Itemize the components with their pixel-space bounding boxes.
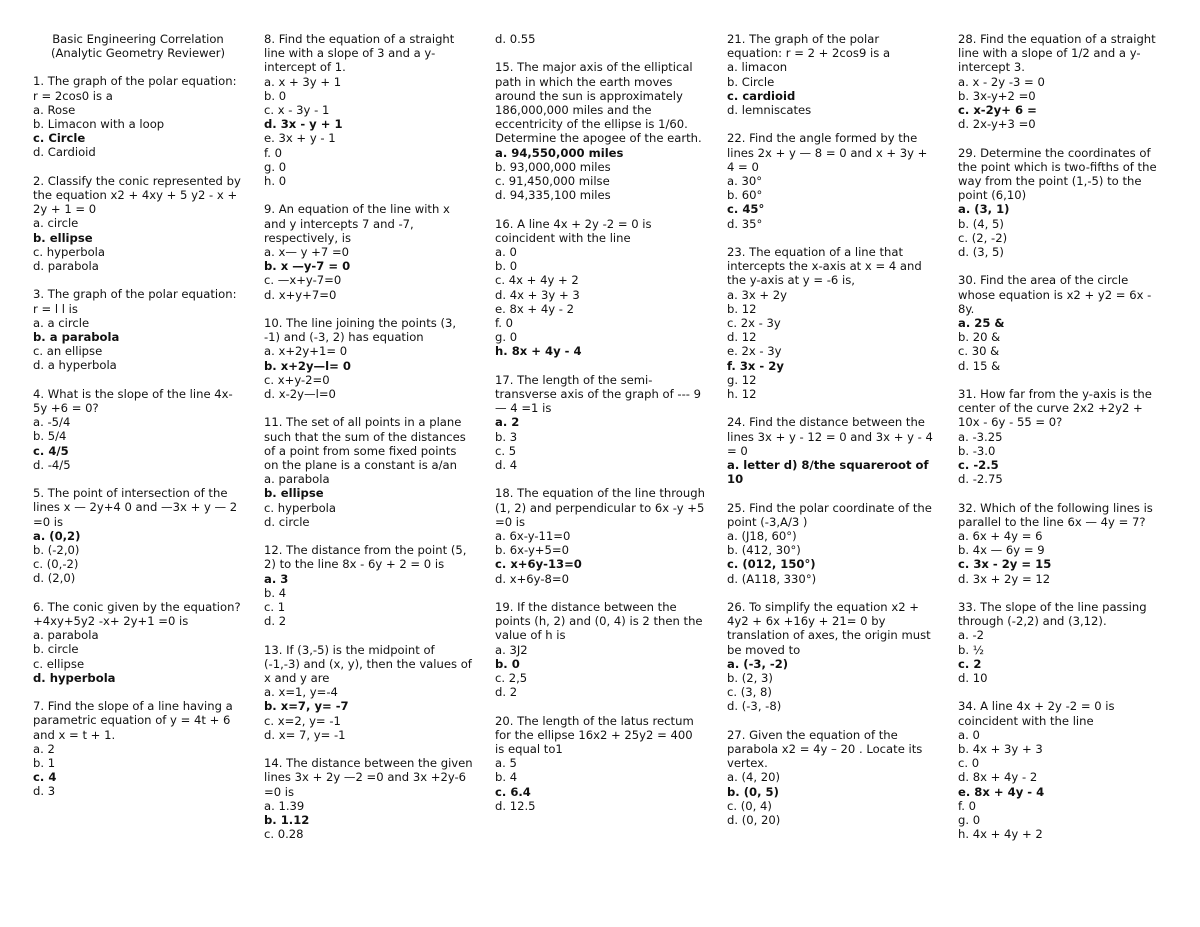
answer-option: b. 4x — 6y = 9: [958, 543, 1045, 558]
answer-option: f. 0: [495, 316, 513, 331]
answer-option: c. (2, -2): [958, 230, 1008, 245]
answer-option: c. 4x + 4y + 2: [495, 273, 579, 288]
answer-option-correct: b. x+2y—l= 0: [264, 358, 351, 373]
answer-option: a. -2: [958, 628, 985, 643]
answer-option-correct: b. 1.12: [264, 813, 310, 828]
answer-option: d. lemniscates: [727, 103, 812, 118]
answer-option: a. 3J2: [495, 642, 528, 657]
answer-option: a. circle: [33, 216, 79, 231]
answer-option: d. (-3, -8): [727, 699, 782, 714]
question-stem: 8. Find the equation of a straight line with a slope of 3 and a y-intercept of 1.: [264, 32, 455, 75]
answer-option-correct: d. hyperbola: [33, 670, 116, 685]
answer-option: b. 4: [264, 585, 287, 600]
answer-option-correct: a. 25 &: [958, 316, 1005, 331]
question-stem: 29. Determine the coordinates of the point which is two-fifths of the way from the point (1,-5) to the point (6,10): [958, 145, 1157, 203]
answer-option: d. 10: [958, 671, 988, 686]
answer-option: b. 4: [495, 770, 518, 785]
question-block: [33, 486, 243, 585]
question-block: [727, 728, 937, 827]
answer-option: d. parabola: [33, 259, 99, 274]
answer-option: c. (0,-2): [33, 557, 79, 572]
answer-option-correct: d. 3x - y + 1: [264, 117, 343, 132]
question-stem: 34. A line 4x + 2y -2 = 0 is coincident with the line: [958, 699, 1115, 728]
question-stem: 17. The length of the semi-transverse axis of the graph of --- 9 — 4 =1 is: [495, 372, 702, 416]
answer-option: d. x= 7, y= -1: [264, 727, 346, 742]
answer-option: d. 12.5: [495, 798, 536, 813]
question-stem: 18. The equation of the line through (1, 2) and perpendicular to 6x -y +5 =0 is: [495, 486, 705, 529]
answer-option: c. 0: [958, 756, 980, 771]
answer-option: d. 0.55: [495, 32, 536, 46]
answer-option: a. (J18, 60°): [727, 529, 797, 544]
question-stem: 14. The distance between the given lines 3x + 2y —2 =0 and 3x +2y-6 =0 is: [264, 756, 473, 799]
answer-option: d. a hyperbola: [33, 358, 117, 373]
answer-option: c. 0.28: [264, 827, 304, 842]
answer-option: c. 5: [495, 443, 517, 458]
question-stem: 26. To simplify the equation x2 + 4y2 + 6x +16y + 21= 0 by translation of axes, the origin must be moved to: [727, 600, 931, 657]
answer-option: a. Rose: [33, 102, 76, 117]
answer-option: d. 4: [495, 458, 518, 473]
answer-option: a. 0: [958, 727, 980, 742]
answer-option: b. Limacon with a loop: [33, 117, 165, 132]
answer-option: b. 4x + 3y + 3: [958, 742, 1043, 757]
answer-option: d. 12: [727, 330, 757, 345]
answer-option: d. 3x + 2y = 12: [958, 571, 1051, 586]
question-block: [727, 32, 937, 117]
answer-option: c. x=2, y= -1: [264, 713, 341, 728]
answer-option: c. hyperbola: [264, 500, 336, 515]
question-stem: 25. Find the polar coordinate of the point (-3,A/3 ): [727, 500, 932, 529]
question-block: [33, 600, 243, 685]
answer-option-correct: c. x+6y-13=0: [495, 557, 582, 572]
answer-option: a. 6x + 4y = 6: [958, 529, 1043, 544]
answer-option: b. (412, 30°): [727, 543, 801, 558]
answer-option: d. -4/5: [33, 457, 71, 472]
column-3: [495, 32, 705, 827]
answer-option: b. 12: [727, 301, 757, 316]
question-block: [958, 32, 1168, 131]
answer-option: d. (3, 5): [958, 245, 1004, 260]
question-stem: 20. The length of the latus rectum for the ellipse 16x2 + 25y2 = 400 is equal to1: [495, 713, 694, 757]
question-stem: 5. The point of intersection of the lines x — 2y+4 0 and —3x + y — 2 =0 is: [33, 486, 238, 529]
question-block: [958, 387, 1168, 486]
answer-option-correct: a. 94,550,000 miles: [495, 145, 624, 160]
question-stem: 31. How far from the y-axis is the center of the curve 2x2 +2y2 + 10x - 6y - 55 = 0?: [958, 387, 1152, 430]
answer-option: b. 0: [495, 259, 518, 274]
answer-option-correct: c. -2.5: [958, 458, 999, 473]
answer-option: b. 6x-y+5=0: [495, 543, 569, 558]
question-stem: 32. Which of the following lines is parallel to the line 6x — 4y = 7?: [958, 500, 1153, 529]
answer-option: b. 93,000,000 miles: [495, 159, 611, 174]
answer-option: b. 0: [264, 88, 287, 103]
question-block: [33, 287, 243, 372]
answer-option: d. 2: [495, 685, 518, 700]
question-block: [33, 387, 243, 472]
question-block: [33, 174, 243, 273]
answer-option: a. 3x + 2y: [727, 287, 788, 302]
question-stem: 12. The distance from the point (5, 2) to the line 8x - 6y + 2 = 0 is: [264, 543, 467, 572]
question-block: [495, 60, 705, 202]
question-block: [958, 699, 1168, 841]
answer-option: c. —x+y-7=0: [264, 273, 342, 288]
answer-option: f. 0: [958, 798, 976, 813]
question-block: [727, 501, 937, 586]
question-block: [727, 415, 937, 486]
answer-option-correct: f. 3x - 2y: [727, 358, 784, 373]
question-block: [33, 74, 243, 159]
question-block: [264, 316, 474, 401]
answer-option: b. 3x-y+2 =0: [958, 88, 1036, 103]
answer-option: c. (3, 8): [727, 685, 772, 700]
answer-option: b. (2, 3): [727, 671, 773, 686]
answer-option: d. 35°: [727, 216, 763, 231]
answer-option: h. 4x + 4y + 2: [958, 827, 1043, 842]
answer-option: b. 3: [495, 429, 518, 444]
answer-option: c. 2,5: [495, 671, 528, 686]
question-block: [495, 32, 705, 46]
answer-option: a. (4, 20): [727, 770, 781, 785]
answer-option: d. 2: [264, 614, 287, 629]
answer-option-correct: a. (-3, -2): [727, 656, 789, 671]
answer-option-correct: c. 6.4: [495, 784, 531, 799]
answer-option: c. x - 3y - 1: [264, 103, 330, 118]
answer-option-correct: c. 4: [33, 770, 57, 785]
question-stem: 16. A line 4x + 2y -2 = 0 is coincident with the line: [495, 216, 652, 245]
answer-option: a. 0: [495, 245, 517, 260]
answer-option: c. x+y-2=0: [264, 372, 330, 387]
answer-option: a. -3.25: [958, 429, 1003, 444]
question-block: [958, 600, 1168, 685]
answer-option-correct: h. 8x + 4y - 4: [495, 344, 582, 359]
answer-option: c. (0, 4): [727, 798, 772, 813]
answer-option: d. circle: [264, 514, 310, 529]
answer-option-correct: b. ellipse: [264, 486, 324, 501]
question-stem: 33. The slope of the line passing through (-2,2) and (3,12).: [958, 600, 1147, 629]
answer-option-correct: b. x —y-7 = 0: [264, 259, 351, 274]
question-stem: 1. The graph of the polar equation: r = 2cos0 is a: [33, 74, 237, 103]
answer-option: a. a circle: [33, 315, 90, 330]
answer-text: a. letter d) 8/the squareroot of 10: [727, 458, 929, 487]
answer-option: c. 30 &: [958, 344, 1000, 359]
answer-option: d. x+y+7=0: [264, 287, 337, 302]
question-block: [495, 714, 705, 813]
question-block: [495, 486, 705, 585]
answer-option: d. Cardioid: [33, 145, 96, 160]
answer-option-correct: c. 2: [958, 656, 982, 671]
column-1: [33, 32, 243, 813]
answer-option: b. (-2,0): [33, 543, 80, 558]
question-stem: 6. The conic given by the equation? +4xy+5y2 -x+ 2y+1 =0 is: [33, 599, 241, 629]
question-block: [727, 600, 937, 714]
answer-option: d. x-2y—l=0: [264, 387, 336, 402]
answer-option: e. 3x + y - 1: [264, 131, 336, 146]
answer-option: g. 0: [495, 330, 518, 345]
question-stem: 21. The graph of the polar equation: r = 2 + 2cos9 is a: [727, 32, 891, 61]
answer-option: a. 30°: [727, 174, 763, 189]
answer-option-correct: b. x=7, y= -7: [264, 699, 349, 714]
answer-option: a. x=1, y=-4: [264, 685, 338, 700]
answer-option-correct: c. 3x - 2y = 15: [958, 557, 1052, 572]
answer-option-correct: b. (0, 5): [727, 784, 779, 799]
answer-option: c. an ellipse: [33, 344, 103, 359]
answer-option: d. x+6y-8=0: [495, 571, 569, 586]
answer-option-correct: b. 0: [495, 656, 520, 671]
answer-option: d. 3: [33, 784, 56, 799]
answer-option: c. ellipse: [33, 656, 85, 671]
question-stem: 30. Find the area of the circle whose equation is x2 + y2 = 6x - 8y.: [958, 273, 1152, 316]
answer-option-correct: c. (012, 150°): [727, 557, 816, 572]
answer-option: d. (A118, 330°): [727, 571, 817, 586]
question-stem: 3. The graph of the polar equation: r = l l is: [33, 287, 237, 316]
question-stem: 27. Given the equation of the parabola x2 = 4y – 20 . Locate its vertex.: [727, 727, 923, 771]
answer-option-correct: b. ellipse: [33, 230, 93, 245]
answer-option-correct: c. 45°: [727, 202, 765, 217]
answer-option: a. -5/4: [33, 415, 71, 430]
question-stem: 24. Find the distance between the lines 3x + y - 12 = 0 and 3x + y - 4 = 0: [727, 415, 933, 458]
answer-option-correct: a. 2: [495, 415, 520, 430]
question-stem: 23. The equation of a line that intercepts the x-axis at x = 4 and the y-axis at y = -6 is,: [727, 245, 922, 288]
answer-option-correct: c. 4/5: [33, 443, 69, 458]
answer-option: b. 60°: [727, 188, 763, 203]
answer-option: g. 12: [727, 372, 757, 387]
answer-option-correct: c. Circle: [33, 131, 86, 146]
answer-option-correct: e. 8x + 4y - 4: [958, 784, 1045, 799]
answer-option: a. x— y +7 =0: [264, 245, 350, 260]
question-block: [958, 501, 1168, 586]
question-block: [264, 756, 474, 841]
column-4: [727, 32, 937, 841]
answer-option: a. x+2y+1= 0: [264, 344, 348, 359]
answer-option: d. 8x + 4y - 2: [958, 770, 1038, 785]
question-block: [264, 202, 474, 301]
answer-option-correct: c. x-2y+ 6 =: [958, 103, 1037, 118]
answer-option: h. 12: [727, 387, 757, 402]
answer-option: a. parabola: [264, 472, 330, 487]
answer-option: d. -2.75: [958, 472, 1003, 487]
answer-option: c. 1: [264, 600, 286, 615]
question-stem: 9. An equation of the line with x and y intercepts 7 and -7, respectively, is: [264, 202, 450, 245]
question-block: [958, 273, 1168, 372]
answer-option: a. 6x-y-11=0: [495, 529, 571, 544]
question-block: [495, 373, 705, 472]
answer-option: a. 2: [33, 741, 55, 756]
answer-option: b. 20 &: [958, 330, 1001, 345]
column-2: [264, 32, 474, 856]
question-block: [264, 415, 474, 529]
answer-option-correct: c. cardioid: [727, 88, 796, 103]
question-stem: 19. If the distance between the points (h, 2) and (0, 4) is 2 then the value of h is: [495, 600, 703, 643]
answer-option: b. -3.0: [958, 443, 996, 458]
answer-option: a. 5: [495, 756, 517, 771]
answer-option: d. 4x + 3y + 3: [495, 287, 580, 302]
column-5: [958, 32, 1168, 856]
answer-option: b. Circle: [727, 74, 775, 89]
question-stem: 2. Classify the conic represented by the equation x2 + 4xy + 5 y2 - x + 2y + 1 = 0: [33, 173, 241, 217]
question-stem: 10. The line joining the points (3, -1) and (-3, 2) has equation: [264, 316, 457, 345]
answer-option: a. x - 2y -3 = 0: [958, 74, 1045, 89]
question-block: [727, 245, 937, 401]
answer-option-correct: a. (3, 1): [958, 202, 1010, 217]
question-stem: 13. If (3,-5) is the midpoint of (-1,-3) and (x, y), then the values of x and y are: [264, 642, 472, 686]
subtitle-line: (Analytic Geometry Reviewer): [50, 46, 226, 61]
question-block: [264, 32, 474, 188]
answer-option: a. x + 3y + 1: [264, 74, 342, 89]
answer-option: d. 15 &: [958, 358, 1001, 373]
answer-option: f. 0: [264, 145, 282, 160]
answer-option: g. 0: [264, 159, 287, 174]
answer-option: g. 0: [958, 813, 981, 828]
question-block: [958, 146, 1168, 260]
answer-option: a. 1.39: [264, 798, 305, 813]
answer-option-correct: b. a parabola: [33, 330, 120, 345]
question-block: [264, 643, 474, 742]
answer-option: c. 91,450,000 milse: [495, 174, 610, 189]
question-stem: 15. The major axis of the elliptical path in which the earth moves around the sun is approximately 186,000,000 miles and the eccentricity of the ellipse is 1/60. Determine the apogee of the earth.: [495, 60, 702, 146]
answer-option-correct: a. (0,2): [33, 528, 81, 543]
answer-option: b. (4, 5): [958, 216, 1004, 231]
question-stem: 28. Find the equation of a straight line with a slope of 1/2 and a y-intercept 3.: [958, 32, 1156, 75]
answer-option: d. 2x-y+3 =0: [958, 117, 1036, 132]
title-line: Basic Engineering Correlation: [52, 32, 224, 46]
answer-option: b. circle: [33, 642, 79, 657]
answer-option: c. hyperbola: [33, 244, 105, 259]
question-block: [495, 217, 705, 359]
question-stem: 7. Find the slope of a line having a parametric equation of y = 4t + 6 and x = t + 1.: [33, 699, 233, 742]
question-block: [727, 131, 937, 230]
question-stem: 22. Find the angle formed by the lines 2x + y — 8 = 0 and x + 3y + 4 = 0: [727, 131, 928, 174]
question-stem: 11. The set of all points in a plane such that the sum of the distances of a point from some fixed points on the plane is a constant is a/an: [264, 415, 466, 473]
answer-option: e. 8x + 4y - 2: [495, 301, 574, 316]
answer-option: c. 2x - 3y: [727, 316, 781, 331]
answer-option: b. 5/4: [33, 429, 67, 444]
answer-option: h. 0: [264, 174, 287, 189]
question-block: [495, 600, 705, 699]
answer-option: b. ½: [958, 642, 984, 657]
question-block: [33, 699, 243, 798]
answer-option-correct: a. 3: [264, 571, 289, 586]
answer-option: b. 1: [33, 756, 56, 771]
answer-option: e. 2x - 3y: [727, 344, 782, 359]
question-stem: 4. What is the slope of the line 4x-5y +6 = 0?: [33, 386, 233, 416]
answer-option: d. (0, 20): [727, 813, 781, 828]
question-block: [264, 543, 474, 628]
answer-option: d. (2,0): [33, 571, 76, 586]
answer-option: a. parabola: [33, 628, 99, 643]
document-title: [33, 32, 243, 60]
answer-option: a. limacon: [727, 60, 788, 75]
answer-option: d. 94,335,100 miles: [495, 188, 611, 203]
